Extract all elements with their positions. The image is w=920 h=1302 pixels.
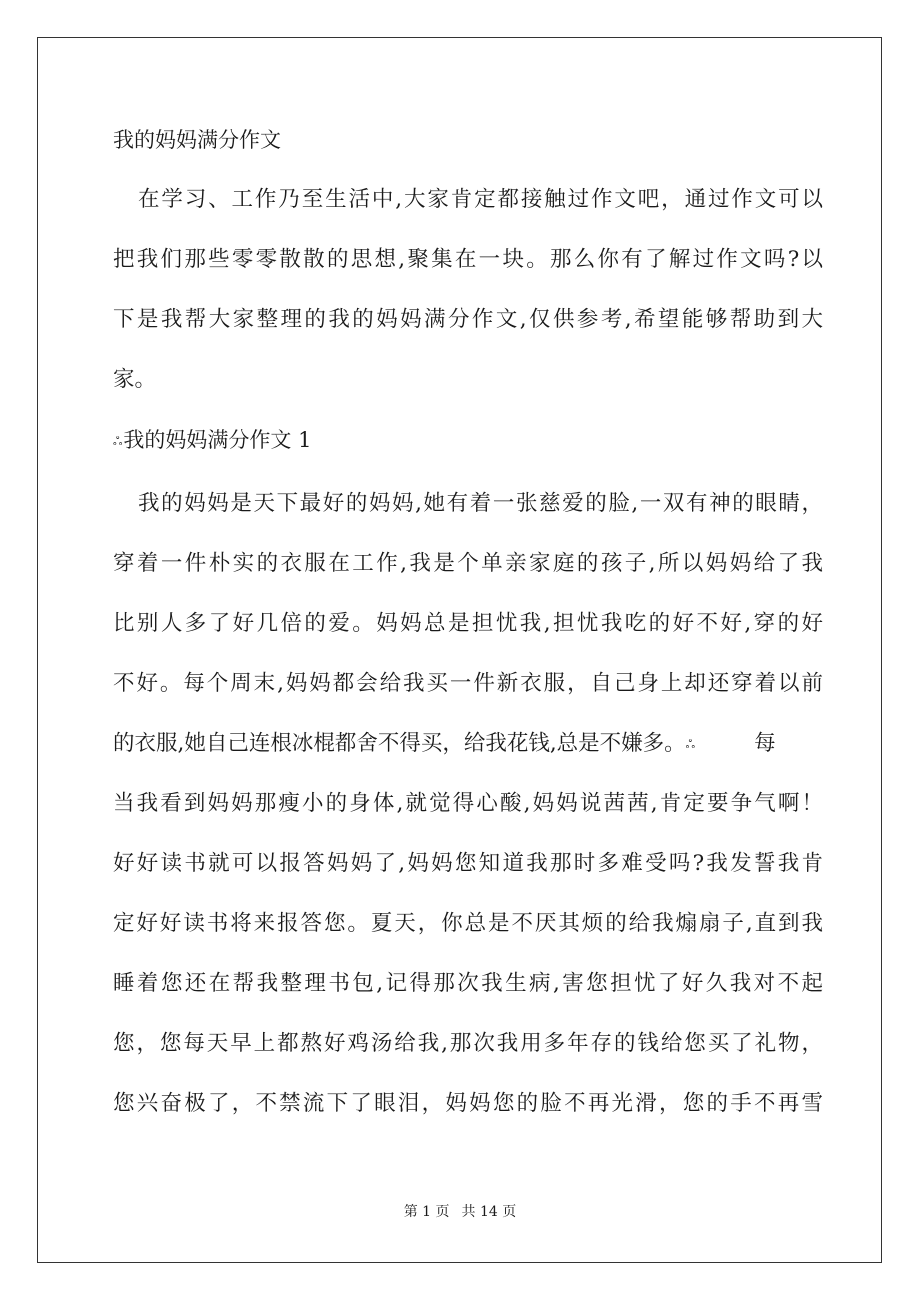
paragraph-line: 您，您每天早上都熬好鸡汤给我,那次我用多年存的钱给您买了礼物， <box>113 1031 823 1056</box>
page-number: 第 1 页 <box>403 1204 450 1220</box>
paragraph-line: 好好读书就可以报答妈妈了,妈妈您知道我那时多难受吗?我发誓我肯 <box>113 851 823 876</box>
intro-line: 家。 <box>113 367 157 392</box>
page-total: 共 14 页 <box>461 1204 517 1220</box>
bullet-mark-icon: ஃ <box>113 434 123 448</box>
page-border <box>37 37 882 1263</box>
paragraph-line-with-mark <box>113 724 823 764</box>
paragraph-line: 穿着一件朴实的衣服在工作,我是个单亲家庭的孩子,所以妈妈给了我 <box>113 551 823 576</box>
intro-line: 下是我帮大家整理的我的妈妈满分作文,仅供参考,希望能够帮助到大 <box>113 307 823 332</box>
section-title: 我的妈妈满分作文 1 <box>123 428 312 452</box>
intro-line: 在学习、工作乃至生活中,大家肯定都接触过作文吧，通过作文可以 <box>138 187 823 212</box>
paragraph-line: 当我看到妈妈那瘦小的身体,就觉得心酸,妈妈说茜茜,肯定要争气啊！ <box>113 791 823 816</box>
paragraph-line: 不好。每个周末,妈妈都会给我买一件新衣服，自己身上却还穿着以前 <box>113 671 823 696</box>
paragraph-line: 您兴奋极了，不禁流下了眼泪，妈妈您的脸不再光滑，您的手不再雪 <box>113 1091 823 1116</box>
bullet-mark-icon: ஃ <box>685 737 696 751</box>
paragraph-line: 睡着您还在帮我整理书包,记得那次我生病,害您担忧了好久我对不起 <box>113 971 823 996</box>
paragraph-line: 比别人多了好几倍的爱。妈妈总是担忧我,担忧我吃的好不好,穿的好 <box>113 611 823 636</box>
paragraph-text: 每 <box>754 731 776 756</box>
section-heading <box>113 420 311 460</box>
intro-line: 把我们那些零零散散的思想,聚集在一块。那么你有了解过作文吗?以 <box>113 247 823 272</box>
page-footer <box>0 1202 920 1222</box>
paragraph-line: 定好好读书将来报答您。夏天，你总是不厌其烦的给我煽扇子,直到我 <box>113 911 823 936</box>
paragraph-line: 我的妈妈是天下最好的妈妈,她有着一张慈爱的脸,一双有神的眼睛， <box>138 491 823 516</box>
paragraph-text: 的衣服,她自己连根冰棍都舍不得买，给我花钱,总是不嫌多。 <box>113 731 686 756</box>
document-title: 我的妈妈满分作文 <box>113 128 281 152</box>
